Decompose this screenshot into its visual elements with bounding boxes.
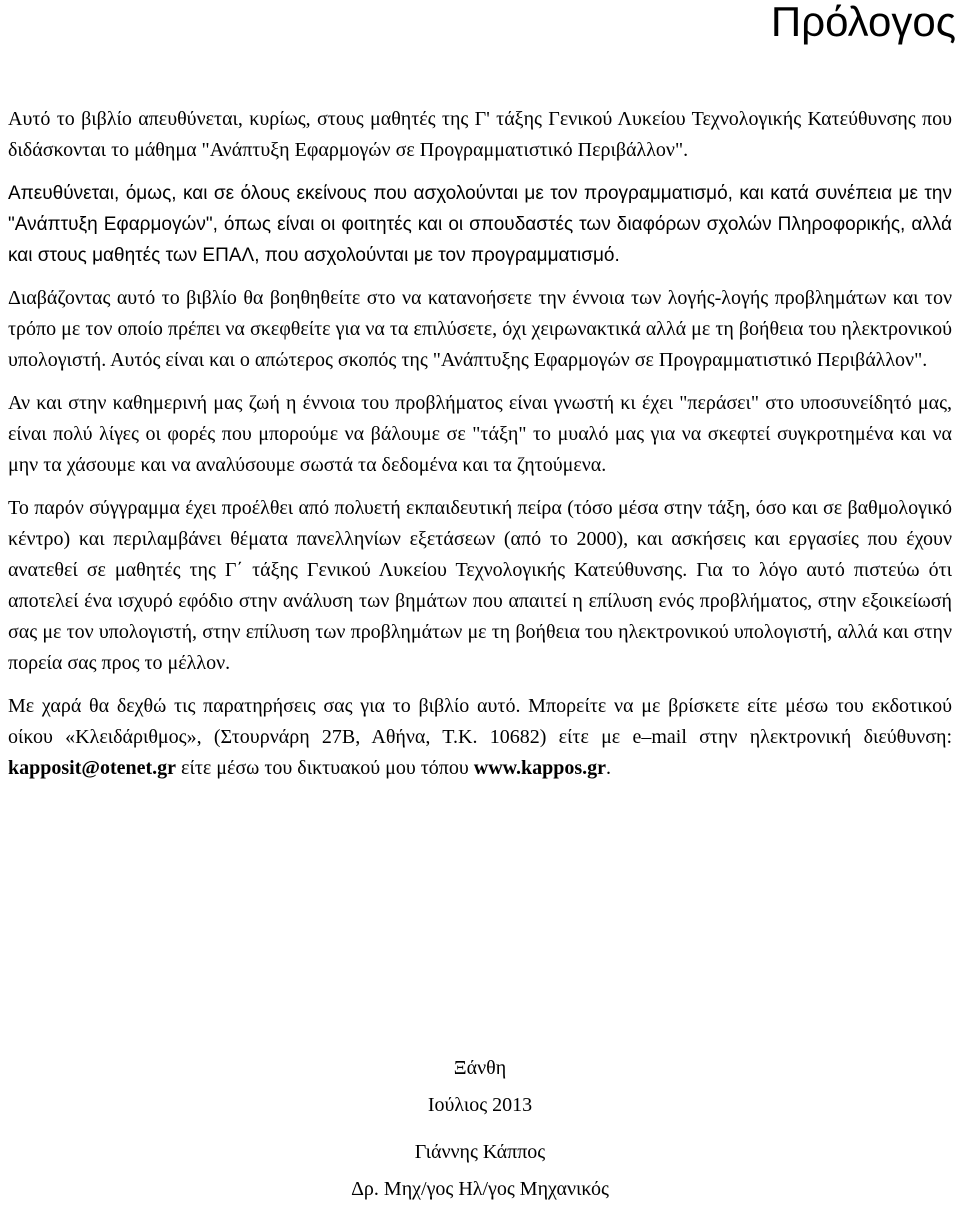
paragraph-book-origin: Το παρόν σύγγραμμα έχει προέλθει από πολυετή εκπαιδευτική πείρα (τόσο μέσα στην τάξη, όσο και σε βαθμολογικό κέντρο) και περιλαμβάνει θέματα πανελληνίων εξετάσεων (από το 2000), και ασκήσεις και εργασίες που έχουν ανατεθεί σε μαθητές της Γ΄ τάξης Γενικού Λυκείου Τεχνολογικής Κατεύθυνσης. Για το λόγο αυτό πιστεύω ότι αποτελεί ένα ισχυρό εφόδιο στην ανάλυση των βημάτων που απαιτεί η επίλυση ενός προβλήματος, στην εξοικείωσή σας με τον υπολογιστή, στην επίλυση των προβλημάτων με τη βοήθεια του ηλεκτρονικού υπολογιστή, αλλά και στην πορεία σας προς το μέλλον. — [8, 497, 952, 674]
paragraph-audience: Αυτό το βιβλίο απευθύνεται, κυρίως, στους μαθητές της Γ' τάξης Γενικού Λυκείου Τεχνολογικής Κατεύθυνσης που διδάσκονται το μάθημα "Ανάπτυξη Εφαρμογών σε Προγραμματιστικό Περιβάλλον". — [8, 108, 952, 161]
signature-name: Γιάννης Κάππος — [414, 1141, 546, 1163]
paragraph-purpose: Διαβάζοντας αυτό το βιβλίο θα βοηθηθείτε στο να κατανοήσετε την έννοια των λογής-λογής προβλημάτων και τον τρόπο με τον οποίο πρέπει να σκεφθείτε για να τα επιλύσετε, όχι χειρωνακτικά αλλά με τη βοήθεια του ηλεκτρονικού υπολογιστή. Αυτός είναι και ο απώτερος σκοπός της "Ανάπτυξης Εφαρμογών σε Προγραμματιστικό Περιβάλλον". — [8, 287, 952, 371]
signature-date: Ιούλιος 2013 — [427, 1094, 533, 1116]
paragraph-broader-audience: Απευθύνεται, όμως, και σε όλους εκείνους που ασχολούνται με τον προγραμματισμό, και κατά συνέπεια με την "Ανάπτυξη Εφαρμογών", όπως είναι οι φοιτητές και οι σπουδαστές των διαφόρων σχολών Πληροφορικής, αλλά και στους μαθητές των ΕΠΑΛ, που ασχολούνται με τον προγραμματισμό. — [8, 183, 952, 266]
contact-end: . — [606, 757, 612, 779]
contact-text: Με χαρά θα δεχθώ τις παρατηρήσεις σας για το βιβλίο αυτό. Μπορείτε να με βρίσκετε είτε μέσω του εκδοτικού οίκου «Κλειδάριθμος», (Στουρνάρη 27Β, Αθήνα, Τ.Κ. 10682) είτε με e–mail στην ηλεκτρονική διεύθυνση: — [8, 695, 952, 748]
signature-credentials: Δρ. Μηχ/γος Ηλ/γος Μηχανικός — [351, 1178, 609, 1200]
paragraph-problem-concept: Αν και στην καθημερινή μας ζωή η έννοια του προβλήματος είναι γνωστή κι έχει "περάσει" στο υποσυνείδητό μας, είναι πολύ λίγες οι φορές που μπορούμε να βάλουμε σε "τάξη" το μυαλό μας για να σκεφτεί συγκροτημένα και να μην τα χάσουμε και να αναλύσουμε σωστά τα δεδομένα και τα ζητούμενα. — [8, 392, 952, 476]
website-link[interactable]: www.kappos.gr — [473, 757, 607, 779]
preface-body — [8, 104, 952, 796]
paragraph-contact — [8, 691, 952, 784]
signature-place: Ξάνθη — [453, 1057, 507, 1079]
contact-text-2: είτε μέσω του δικτυακού μου τόπου — [176, 757, 474, 779]
page-title: Πρόλογος — [770, 0, 956, 45]
email-link[interactable]: kapposit@otenet.gr — [8, 757, 177, 779]
signature-block — [0, 1050, 960, 1208]
